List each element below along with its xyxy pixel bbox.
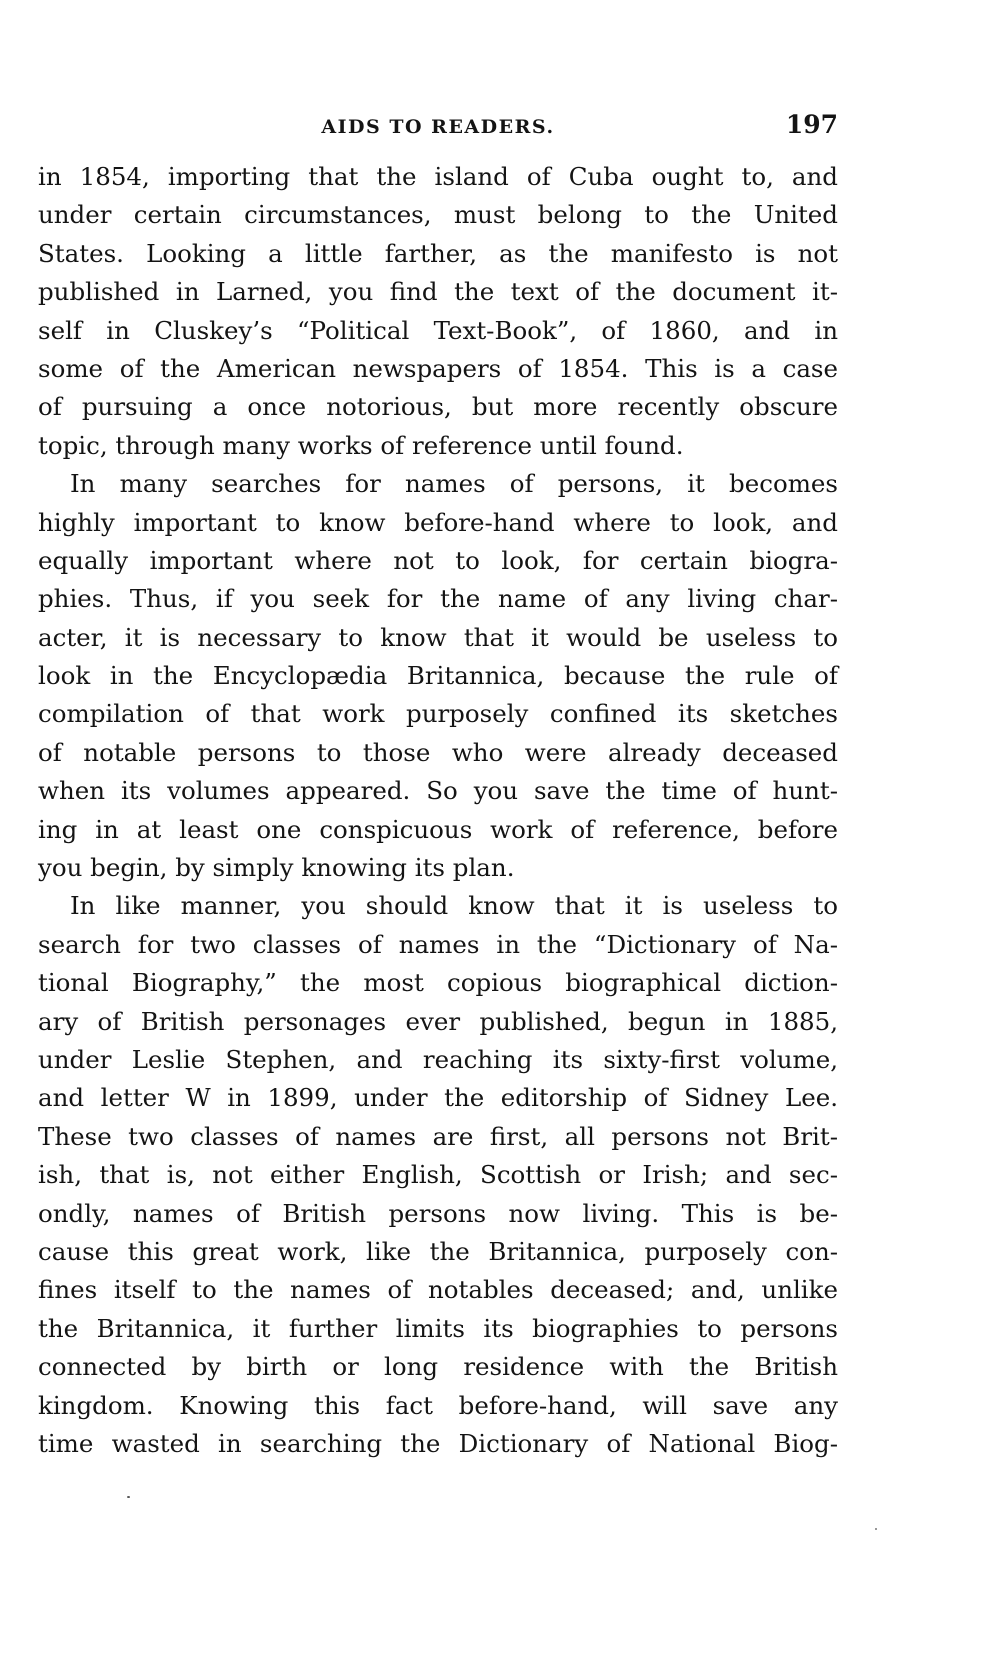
text-line: connected by birth or long residence with the British <box>38 1352 838 1382</box>
text-line: published in Larned, you find the text of the document it- <box>38 277 838 307</box>
text-line: ondly, names of British persons now living. This is be- <box>38 1198 838 1228</box>
print-speck <box>127 1496 130 1498</box>
text-line: you begin, by simply knowing its plan. <box>38 853 515 883</box>
text-line: search for two classes of names in the “Dictionary of Na- <box>38 929 838 959</box>
text-line: ary of British personages ever published, begun in 1885, <box>38 1006 838 1036</box>
paragraph <box>38 465 838 887</box>
paragraph <box>38 887 838 1463</box>
text-line: when its volumes appeared. So you save the time of hunt- <box>38 776 838 806</box>
text-line: of pursuing a once notorious, but more recently obscure <box>38 392 838 422</box>
running-head <box>38 110 838 150</box>
running-title: AIDS TO READERS. <box>321 116 555 138</box>
paragraph <box>38 158 838 465</box>
text-line: the Britannica, it further limits its biographies to persons <box>38 1313 838 1343</box>
text-line: in 1854, importing that the island of Cuba ought to, and <box>38 162 838 191</box>
text-line: kingdom. Knowing this fact before-hand, will save any <box>38 1390 838 1420</box>
text-line: fines itself to the names of notables deceased; and, unlike <box>38 1275 838 1305</box>
text-line: States. Looking a little farther, as the manifesto is not <box>38 238 838 268</box>
text-line: cause this great work, like the Britannica, purposely con- <box>38 1236 838 1266</box>
text-line: In many searches for names of persons, it becomes <box>70 469 838 499</box>
text-line: under Leslie Stephen, and reaching its sixty-first volume, <box>38 1044 838 1074</box>
text-line: compilation of that work purposely confined its sketches <box>38 699 838 729</box>
print-speck <box>875 1528 877 1530</box>
text-line: self in Cluskey’s “Political Text-Book”, of 1860, and in <box>38 315 838 345</box>
text-line: In like manner, you should know that it is useless to <box>70 891 838 921</box>
text-line: These two classes of names are first, all persons not Brit- <box>38 1121 838 1151</box>
text-line: topic, through many works of reference until found. <box>38 430 684 460</box>
text-line: phies. Thus, if you seek for the name of any living char- <box>38 584 838 614</box>
text-line: ish, that is, not either English, Scottish or Irish; and sec- <box>38 1160 838 1190</box>
page-number: 197 <box>785 110 838 139</box>
text-line: and letter W in 1899, under the editorship of Sidney Lee. <box>38 1083 838 1113</box>
text-line: highly important to know before-hand where to look, and <box>38 507 838 537</box>
text-line: some of the American newspapers of 1854. This is a case <box>38 353 838 383</box>
text-line: tional Biography,” the most copious biographical diction- <box>38 968 838 998</box>
text-line: time wasted in searching the Dictionary of National Biog- <box>38 1428 838 1458</box>
text-line: acter, it is necessary to know that it would be useless to <box>38 622 838 652</box>
text-line: look in the Encyclopædia Britannica, because the rule of <box>38 661 838 691</box>
body-text <box>38 158 838 1463</box>
text-line: equally important where not to look, for certain biogra- <box>38 545 838 575</box>
text-line: under certain circumstances, must belong to the United <box>38 200 838 230</box>
book-page <box>38 110 838 1463</box>
text-line: ing in at least one conspicuous work of reference, before <box>38 814 838 844</box>
text-line: of notable persons to those who were already deceased <box>38 737 838 767</box>
